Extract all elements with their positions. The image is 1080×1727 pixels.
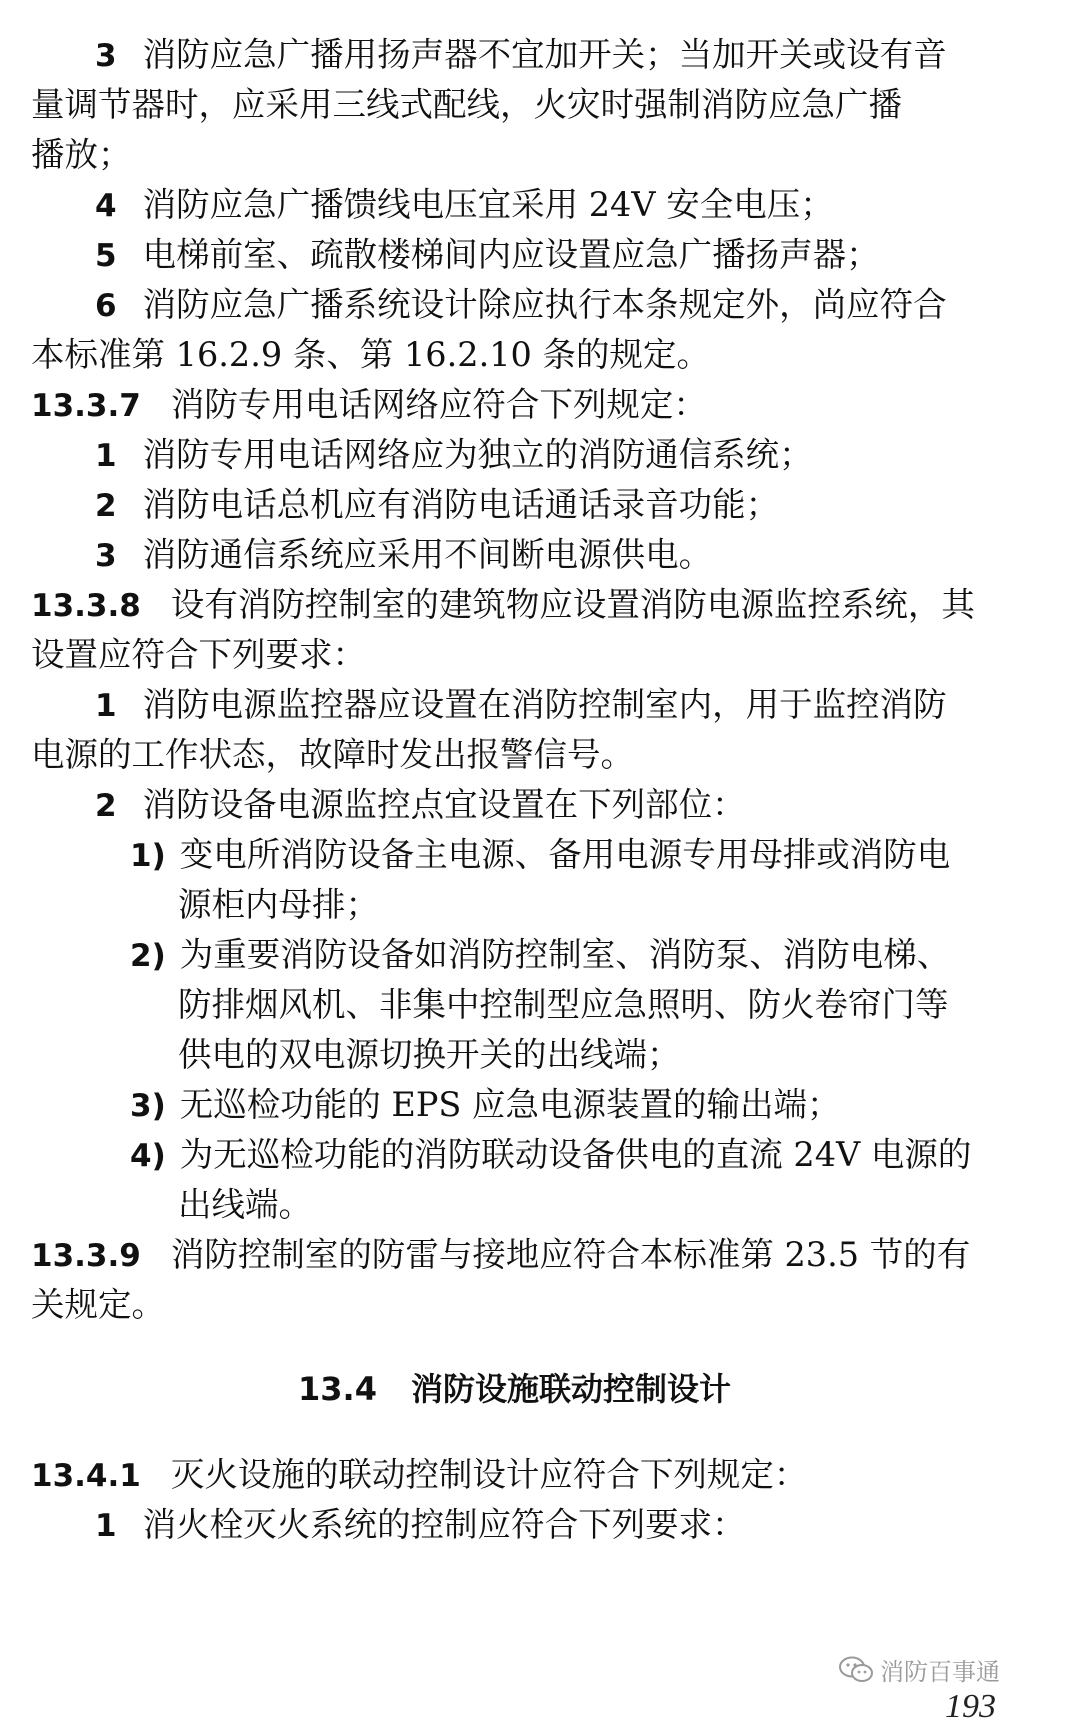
list-item [95,485,780,524]
clause-text: 消防专用电话网络应符合下列规定： [170,385,707,424]
sub-item [130,935,951,974]
item-text: 消防应急广播系统设计除应执行本条规定外，尚应符合 [142,285,947,324]
item-text: 消防应急广播馈线电压宜采用 24V 安全电压； [142,185,834,224]
sub-item-text: 供电的双电源切换开关的出线端； [178,1035,681,1074]
item-text: 量调节器时，应采用三线式配线，火灾时强制消防应急广播 [31,85,902,124]
item-number: 6 [95,288,117,324]
item-text: 消防设备电源监控点宜设置在下列部位： [142,785,746,824]
item-text: 消防电话总机应有消防电话通话录音功能； [142,485,780,524]
item-number: 1 [95,688,117,724]
item-text: 电梯前室、疏散楼梯间内应设置应急广播扬声器； [142,235,880,274]
sub-item-continuation [178,985,949,1024]
section-number: 13.4 [298,1370,377,1408]
item-number: 3 [95,538,117,574]
sub-item [130,835,951,874]
list-item [95,235,880,274]
clause-number: 13.4.1 [31,1458,141,1494]
sub-item-text: 为无巡检功能的消防联动设备供电的直流 24V 电源的 [179,1135,972,1174]
clause-continuation [31,1285,165,1324]
item-text: 消防应急广播用扬声器不宜加开关；当加开关或设有音 [142,35,947,74]
clause [31,385,707,424]
item-number: 2 [95,488,117,524]
list-item [95,285,947,324]
watermark-text: 消防百事通 [880,1658,1000,1686]
list-item-continuation [31,735,634,774]
sub-item-number: 4) [130,1138,166,1174]
list-item [95,685,947,724]
list-item-continuation [31,335,711,374]
list-item [95,535,713,574]
clause-number: 13.3.9 [31,1238,141,1274]
sub-item-continuation [178,885,379,924]
item-text: 播放； [31,135,132,174]
list-item-continuation [31,85,902,124]
sub-item-number: 2) [130,938,166,974]
list-item [95,785,746,824]
clause-number: 13.3.7 [31,388,141,424]
sub-item-continuation [178,1185,312,1224]
clause-continuation [31,635,366,674]
item-text: 消火栓灭火系统的控制应符合下列要求： [142,1505,746,1544]
item-text: 消防电源监控器应设置在消防控制室内，用于监控消防 [142,685,947,724]
item-number: 4 [95,188,117,224]
watermark [838,1652,1000,1687]
sub-item [130,1085,841,1124]
section-heading [298,1370,731,1408]
sub-item-number: 3) [130,1088,166,1124]
list-item [95,35,947,74]
clause-text: 设置应符合下列要求： [31,635,366,674]
clause-number: 13.3.8 [31,588,141,624]
sub-item-continuation [178,1035,681,1074]
clause [31,585,975,624]
item-number: 5 [95,238,117,274]
item-number: 3 [95,38,117,74]
list-item [95,1505,746,1544]
sub-item-text: 无巡检功能的 EPS 应急电源装置的输出端； [179,1085,841,1124]
sub-item-text: 变电所消防设备主电源、备用电源专用母排或消防电 [179,835,951,874]
item-text: 电源的工作状态，故障时发出报警信号。 [31,735,634,774]
wechat-icon [838,1655,874,1685]
sub-item [130,1135,972,1174]
clause-text: 设有消防控制室的建筑物应设置消防电源监控系统，其 [170,585,975,624]
item-text: 消防通信系统应采用不间断电源供电。 [142,535,713,574]
sub-item-text: 防排烟风机、非集中控制型应急照明、防火卷帘门等 [178,985,949,1024]
item-number: 1 [95,1508,117,1544]
list-item-continuation [31,135,132,174]
list-item [95,435,813,474]
section-title: 消防设施联动控制设计 [410,1370,731,1408]
clause-text: 关规定。 [31,1285,165,1324]
sub-item-number: 1) [130,838,166,874]
page-number: 193 [945,1688,996,1725]
sub-item-text: 为重要消防设备如消防控制室、消防泵、消防电梯、 [179,935,951,974]
sub-item-text: 出线端。 [178,1185,312,1224]
item-text: 本标准第 16.2.9 条、第 16.2.10 条的规定。 [31,335,711,374]
sub-item-text: 源柜内母排； [178,885,379,924]
clause-text: 消防控制室的防雷与接地应符合本标准第 23.5 节的有 [170,1235,971,1274]
item-number: 1 [95,438,117,474]
item-text: 消防专用电话网络应为独立的消防通信系统； [142,435,813,474]
clause [31,1235,971,1274]
list-item [95,185,834,224]
item-number: 2 [95,788,117,824]
clause-text: 灭火设施的联动控制设计应符合下列规定： [170,1455,808,1494]
clause [31,1455,808,1494]
